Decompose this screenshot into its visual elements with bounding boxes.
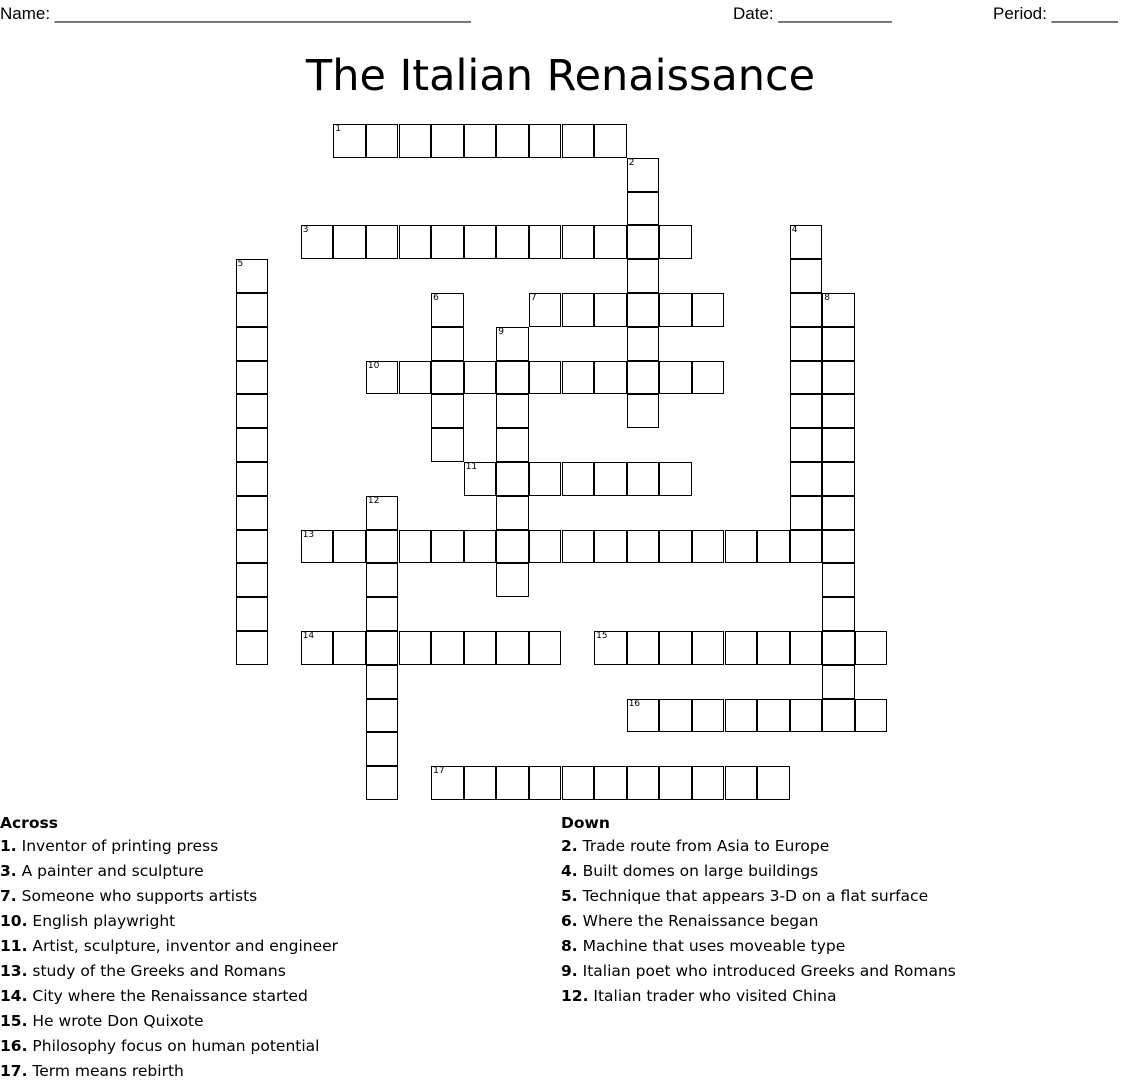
clue-text: Artist, sculpture, inventor and engineer xyxy=(32,937,339,955)
grid-cell[interactable] xyxy=(301,631,334,665)
grid-cell[interactable] xyxy=(529,766,562,800)
across-clue xyxy=(0,834,338,859)
grid-cell[interactable] xyxy=(822,394,855,428)
grid-cell[interactable] xyxy=(562,766,595,800)
clue-text: Italian poet who introduced Greeks and Romans xyxy=(582,962,956,980)
clue-number: 14. xyxy=(0,987,28,1005)
grid-cell[interactable] xyxy=(431,394,464,428)
down-clues xyxy=(561,812,956,1009)
clue-number: 11. xyxy=(0,937,28,955)
grid-cell[interactable] xyxy=(301,530,334,564)
grid-cell[interactable] xyxy=(822,462,855,496)
grid-cell[interactable] xyxy=(431,530,464,564)
cell-number: 6 xyxy=(433,293,439,303)
grid-cell[interactable] xyxy=(757,631,790,665)
grid-cell[interactable] xyxy=(431,631,464,665)
grid-cell[interactable] xyxy=(399,631,432,665)
grid-cell[interactable] xyxy=(496,361,529,395)
grid-cell[interactable] xyxy=(366,732,399,766)
grid-cell[interactable] xyxy=(757,530,790,564)
grid-cell[interactable] xyxy=(627,327,660,361)
cell-number: 12 xyxy=(367,495,380,506)
grid-cell[interactable] xyxy=(627,766,660,800)
across-clue xyxy=(0,859,338,884)
cell-number: 11 xyxy=(465,462,478,472)
grid-cell[interactable] xyxy=(366,496,399,530)
grid-cell[interactable] xyxy=(725,530,758,564)
grid-cell[interactable] xyxy=(855,631,888,665)
grid-cell[interactable] xyxy=(431,766,464,800)
grid-cell[interactable] xyxy=(725,631,758,665)
grid-cell[interactable] xyxy=(236,361,269,395)
clue-text: Philosophy focus on human potential xyxy=(32,1037,320,1055)
grid-cell[interactable] xyxy=(431,428,464,462)
grid-cell[interactable] xyxy=(659,530,692,564)
grid-cell[interactable] xyxy=(496,428,529,462)
down-clue xyxy=(561,884,956,909)
grid-cell[interactable] xyxy=(236,327,269,361)
grid-cell[interactable] xyxy=(496,327,529,361)
grid-cell[interactable] xyxy=(822,699,855,733)
grid-cell[interactable] xyxy=(627,699,660,733)
clue-number: 16. xyxy=(0,1037,28,1055)
grid-cell[interactable] xyxy=(594,225,627,259)
down-clue xyxy=(561,934,956,959)
grid-cell[interactable] xyxy=(529,225,562,259)
grid-cell[interactable] xyxy=(529,530,562,564)
grid-cell[interactable] xyxy=(431,327,464,361)
grid-cell[interactable] xyxy=(366,631,399,665)
grid-cell[interactable] xyxy=(399,124,432,158)
clue-number: 2. xyxy=(561,837,578,855)
grid-cell[interactable] xyxy=(627,462,660,496)
grid-cell[interactable] xyxy=(790,496,823,530)
cell-number: 14 xyxy=(302,631,315,641)
grid-cell[interactable] xyxy=(790,699,823,733)
across-heading: Across xyxy=(0,814,58,832)
grid-cell[interactable] xyxy=(431,361,464,395)
grid-cell[interactable] xyxy=(594,530,627,564)
grid-cell[interactable] xyxy=(659,766,692,800)
grid-cell[interactable] xyxy=(594,124,627,158)
grid-cell[interactable] xyxy=(366,530,399,564)
grid-cell[interactable] xyxy=(790,361,823,395)
clue-number: 3. xyxy=(0,862,17,880)
grid-cell[interactable] xyxy=(659,631,692,665)
grid-cell[interactable] xyxy=(236,496,269,530)
grid-cell[interactable] xyxy=(627,158,660,192)
grid-cell[interactable] xyxy=(366,699,399,733)
cell-number: 1 xyxy=(335,124,342,134)
grid-cell[interactable] xyxy=(692,766,725,800)
grid-cell[interactable] xyxy=(627,361,660,395)
grid-cell[interactable] xyxy=(496,462,529,496)
grid-cell[interactable] xyxy=(627,259,660,293)
grid-cell[interactable] xyxy=(431,225,464,259)
period-field[interactable]: Period: _______ xyxy=(993,4,1118,23)
cell-number: 7 xyxy=(530,293,537,303)
down-clue xyxy=(561,834,956,859)
grid-cell[interactable] xyxy=(496,496,529,530)
down-clue xyxy=(561,909,956,934)
across-clue xyxy=(0,1009,338,1034)
clue-number: 7. xyxy=(0,887,17,905)
clue-number: 15. xyxy=(0,1012,28,1030)
grid-cell[interactable] xyxy=(594,766,627,800)
grid-cell[interactable] xyxy=(790,530,823,564)
grid-cell[interactable] xyxy=(399,225,432,259)
grid-cell[interactable] xyxy=(431,293,464,327)
grid-cell[interactable] xyxy=(333,631,366,665)
grid-cell[interactable] xyxy=(529,631,562,665)
grid-cell[interactable] xyxy=(594,293,627,327)
grid-cell[interactable] xyxy=(236,428,269,462)
grid-cell[interactable] xyxy=(496,766,529,800)
grid-cell[interactable] xyxy=(627,530,660,564)
cell-number: 10 xyxy=(367,360,380,371)
date-field[interactable]: Date: ____________ xyxy=(733,4,892,23)
grid-cell[interactable] xyxy=(659,225,692,259)
down-clue xyxy=(561,859,956,884)
cell-number: 17 xyxy=(433,766,445,777)
clue-text: Term means rebirth xyxy=(32,1062,184,1080)
grid-cell[interactable] xyxy=(333,530,366,564)
clue-number: 4. xyxy=(561,862,578,880)
grid-cell[interactable] xyxy=(627,631,660,665)
grid-cell[interactable] xyxy=(790,259,823,293)
cell-number: 16 xyxy=(628,698,641,709)
grid-cell[interactable] xyxy=(627,192,660,226)
grid-cell[interactable] xyxy=(366,563,399,597)
grid-cell[interactable] xyxy=(529,124,562,158)
grid-cell[interactable] xyxy=(757,766,790,800)
cell-number: 3 xyxy=(302,225,309,236)
grid-cell[interactable] xyxy=(822,530,855,564)
page-title: The Italian Renaissance xyxy=(305,51,816,101)
grid-cell[interactable] xyxy=(496,124,529,158)
grid-cell[interactable] xyxy=(366,766,399,800)
grid-cell[interactable] xyxy=(822,327,855,361)
clue-text: Technique that appears 3-D on a flat surface xyxy=(582,887,929,905)
grid-cell[interactable] xyxy=(399,530,432,564)
across-clue xyxy=(0,934,338,959)
clue-number: 5. xyxy=(561,887,578,905)
clue-text: Where the Renaissance began xyxy=(582,912,819,930)
grid-cell[interactable] xyxy=(757,699,790,733)
across-clue xyxy=(0,984,338,1009)
grid-cell[interactable] xyxy=(822,631,855,665)
clue-text: study of the Greeks and Romans xyxy=(32,962,286,980)
grid-cell[interactable] xyxy=(431,124,464,158)
grid-cell[interactable] xyxy=(692,361,725,395)
grid-cell[interactable] xyxy=(822,293,855,327)
grid-cell[interactable] xyxy=(236,394,269,428)
grid-cell[interactable] xyxy=(333,225,366,259)
grid-cell[interactable] xyxy=(790,631,823,665)
clue-number: 6. xyxy=(561,912,578,930)
grid-cell[interactable] xyxy=(822,428,855,462)
grid-cell[interactable] xyxy=(464,124,497,158)
grid-cell[interactable] xyxy=(529,361,562,395)
grid-cell[interactable] xyxy=(333,124,366,158)
grid-cell[interactable] xyxy=(692,631,725,665)
grid-cell[interactable] xyxy=(529,293,562,327)
down-clue xyxy=(561,984,956,1009)
cell-number: 2 xyxy=(628,157,635,168)
grid-cell[interactable] xyxy=(464,530,497,564)
grid-cell[interactable] xyxy=(562,225,595,259)
grid-cell[interactable] xyxy=(692,530,725,564)
grid-cell[interactable] xyxy=(562,530,595,564)
grid-cell[interactable] xyxy=(496,394,529,428)
grid-cell[interactable] xyxy=(594,631,627,665)
across-clue xyxy=(0,909,338,934)
grid-cell[interactable] xyxy=(659,361,692,395)
cell-number: 5 xyxy=(237,259,244,270)
grid-cell[interactable] xyxy=(496,563,529,597)
grid-cell[interactable] xyxy=(236,462,269,496)
grid-cell[interactable] xyxy=(692,699,725,733)
grid-cell[interactable] xyxy=(236,259,269,293)
clue-text: A painter and sculpture xyxy=(21,862,204,880)
grid-cell[interactable] xyxy=(399,361,432,395)
grid-cell[interactable] xyxy=(725,766,758,800)
across-clues xyxy=(0,812,338,1084)
down-clue xyxy=(561,959,956,984)
grid-cell[interactable] xyxy=(659,699,692,733)
grid-cell[interactable] xyxy=(627,293,660,327)
grid-cell[interactable] xyxy=(594,361,627,395)
grid-cell[interactable] xyxy=(366,597,399,631)
clue-number: 17. xyxy=(0,1062,28,1080)
clue-number: 10. xyxy=(0,912,28,930)
clue-text: Italian trader who visited China xyxy=(593,987,837,1005)
grid-cell[interactable] xyxy=(236,597,269,631)
grid-cell[interactable] xyxy=(464,225,497,259)
grid-cell[interactable] xyxy=(236,293,269,327)
grid-cell[interactable] xyxy=(496,225,529,259)
grid-cell[interactable] xyxy=(236,631,269,665)
grid-cell[interactable] xyxy=(464,766,497,800)
across-clue xyxy=(0,1034,338,1059)
grid-cell[interactable] xyxy=(822,496,855,530)
grid-cell[interactable] xyxy=(236,563,269,597)
clue-text: He wrote Don Quixote xyxy=(32,1012,204,1030)
clue-number: 12. xyxy=(561,987,589,1005)
clue-text: Inventor of printing press xyxy=(21,837,219,855)
cell-number: 15 xyxy=(596,631,608,641)
grid-cell[interactable] xyxy=(692,293,725,327)
clue-number: 8. xyxy=(561,937,578,955)
clue-number: 9. xyxy=(561,962,578,980)
grid-cell[interactable] xyxy=(366,124,399,158)
grid-cell[interactable] xyxy=(464,361,497,395)
clue-text: Built domes on large buildings xyxy=(582,862,819,880)
grid-cell[interactable] xyxy=(496,530,529,564)
across-clue xyxy=(0,884,338,909)
grid-cell[interactable] xyxy=(790,225,823,259)
grid-cell[interactable] xyxy=(790,462,823,496)
grid-cell[interactable] xyxy=(822,665,855,699)
cell-number: 9 xyxy=(498,326,505,337)
cell-number: 13 xyxy=(302,529,315,540)
grid-cell[interactable] xyxy=(627,225,660,259)
clue-text: Someone who supports artists xyxy=(21,887,258,905)
clue-text: Machine that uses moveable type xyxy=(582,937,846,955)
grid-cell[interactable] xyxy=(790,428,823,462)
grid-cell[interactable] xyxy=(822,597,855,631)
grid-cell[interactable] xyxy=(659,293,692,327)
grid-cell[interactable] xyxy=(464,462,497,496)
clue-text: Trade route from Asia to Europe xyxy=(582,837,830,855)
grid-cell[interactable] xyxy=(366,225,399,259)
grid-cell[interactable] xyxy=(562,462,595,496)
grid-cell[interactable] xyxy=(822,563,855,597)
grid-cell[interactable] xyxy=(855,699,888,733)
grid-cell[interactable] xyxy=(236,530,269,564)
grid-cell[interactable] xyxy=(822,361,855,395)
down-heading: Down xyxy=(561,814,610,832)
grid-cell[interactable] xyxy=(496,631,529,665)
clue-number: 1. xyxy=(0,837,17,855)
grid-cell[interactable] xyxy=(366,361,399,395)
across-clue xyxy=(0,1059,338,1084)
cell-number: 4 xyxy=(791,225,798,236)
grid-cell[interactable] xyxy=(562,293,595,327)
grid-cell[interactable] xyxy=(366,665,399,699)
grid-cell[interactable] xyxy=(790,293,823,327)
grid-cell[interactable] xyxy=(464,631,497,665)
grid-cell[interactable] xyxy=(562,361,595,395)
grid-cell[interactable] xyxy=(627,394,660,428)
grid-cell[interactable] xyxy=(562,124,595,158)
clue-text: English playwright xyxy=(32,912,176,930)
grid-cell[interactable] xyxy=(659,462,692,496)
grid-cell[interactable] xyxy=(529,462,562,496)
cell-number: 8 xyxy=(824,293,831,303)
across-clue xyxy=(0,959,338,984)
clue-text: City where the Renaissance started xyxy=(32,987,308,1005)
grid-cell[interactable] xyxy=(301,225,334,259)
grid-cell[interactable] xyxy=(790,394,823,428)
grid-cell[interactable] xyxy=(594,462,627,496)
clue-number: 13. xyxy=(0,962,28,980)
grid-cell[interactable] xyxy=(725,699,758,733)
grid-cell[interactable] xyxy=(790,327,823,361)
name-field[interactable]: Name: ____________________________________________ xyxy=(0,4,471,23)
